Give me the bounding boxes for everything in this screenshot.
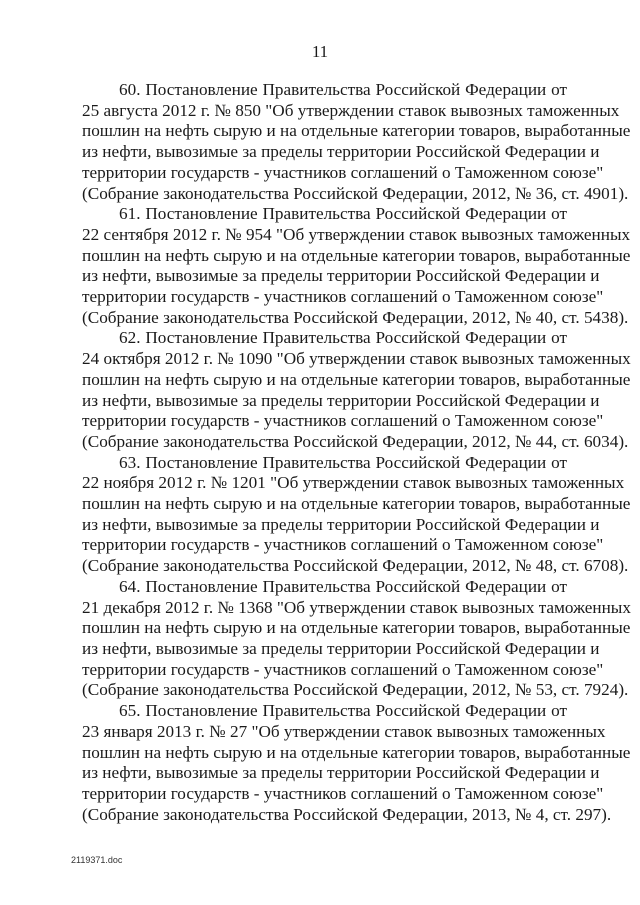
paragraph-line: территории государств - участников соглашений о Таможенном союзе" (82, 659, 604, 679)
paragraph-line: территории государств - участников соглашений о Таможенном союзе" (82, 162, 604, 182)
paragraph-line: из нефти, вывозимые за пределы территории Российской Федерации и (82, 638, 600, 658)
paragraph-line: 62. Постановление Правительства Российской Федерации от (119, 328, 567, 348)
paragraph-item-60 (82, 80, 631, 204)
document-file-id: 2119371.doc (71, 855, 123, 865)
paragraph-line: 60. Постановление Правительства Российской Федерации от (119, 80, 567, 99)
paragraph-line: (Собрание законодательства Российской Федерации, 2013, № 4, ст. 297). (82, 804, 612, 824)
paragraph-line: пошлин на нефть сырую и на отдельные категории товаров, выработанные (82, 245, 631, 265)
paragraph-line: 21 декабря 2012 г. № 1368 "Об утверждении ставок вывозных таможенных (82, 597, 631, 617)
page-number: 11 (311, 42, 329, 61)
paragraph-line: (Собрание законодательства Российской Федерации, 2012, № 44, ст. 6034). (82, 431, 629, 451)
paragraph-line: 64. Постановление Правительства Российской Федерации от (119, 576, 567, 596)
paragraph-line: (Собрание законодательства Российской Федерации, 2012, № 40, ст. 5438). (82, 307, 629, 327)
paragraph-line: территории государств - участников соглашений о Таможенном союзе" (82, 783, 604, 803)
paragraph-line: пошлин на нефть сырую и на отдельные категории товаров, выработанные (82, 618, 631, 638)
paragraph-line: 22 сентября 2012 г. № 954 "Об утверждении ставок вывозных таможенных (82, 224, 631, 244)
paragraph-line: из нефти, вывозимые за пределы территории Российской Федерации и (82, 514, 600, 534)
paragraph-line: 65. Постановление Правительства Российской Федерации от (119, 701, 567, 721)
paragraph-line: (Собрание законодательства Российской Федерации, 2012, № 53, ст. 7924). (82, 680, 629, 700)
paragraph-line: из нефти, вывозимые за пределы территории Российской Федерации и (82, 390, 600, 410)
paragraph-line: 25 августа 2012 г. № 850 "Об утверждении ставок вывозных таможенных (82, 100, 620, 120)
paragraph-line: пошлин на нефть сырую и на отдельные категории товаров, выработанные (82, 494, 631, 514)
paragraph-line: из нефти, вывозимые за пределы территории Российской Федерации и (82, 142, 600, 162)
paragraph-item-63 (82, 452, 631, 577)
paragraph-line: из нефти, вывозимые за пределы территории Российской Федерации и (82, 763, 600, 783)
paragraph-line: пошлин на нефть сырую и на отдельные категории товаров, выработанные (82, 742, 631, 762)
paragraph-line: пошлин на нефть сырую и на отдельные категории товаров, выработанные (82, 121, 631, 141)
paragraph-line: территории государств - участников соглашений о Таможенном союзе" (82, 535, 604, 555)
paragraph-line: 23 января 2013 г. № 27 "Об утверждении ставок вывозных таможенных (82, 721, 606, 741)
paragraph-line: (Собрание законодательства Российской Федерации, 2012, № 48, ст. 6708). (82, 556, 629, 576)
paragraph-line: 22 ноября 2012 г. № 1201 "Об утверждении ставок вывозных таможенных (82, 473, 625, 493)
paragraph-line: (Собрание законодательства Российской Федерации, 2012, № 36, ст. 4901). (82, 183, 629, 203)
paragraph-line: пошлин на нефть сырую и на отдельные категории товаров, выработанные (82, 369, 631, 389)
paragraph-line: из нефти, вывозимые за пределы территории Российской Федерации и (82, 266, 600, 286)
paragraph-item-62 (82, 328, 631, 452)
paragraph-line: 63. Постановление Правительства Российской Федерации от (119, 452, 567, 472)
paragraph-item-64 (82, 576, 631, 701)
paragraph-line: территории государств - участников соглашений о Таможенном союзе" (82, 411, 604, 431)
paragraph-line: 61. Постановление Правительства Российской Федерации от (119, 204, 567, 224)
paragraph-line: 24 октября 2012 г. № 1090 "Об утверждении ставок вывозных таможенных (82, 349, 631, 369)
paragraph-item-61 (82, 204, 631, 328)
paragraph-line: территории государств - участников соглашений о Таможенном союзе" (82, 287, 604, 307)
paragraph-item-65 (82, 701, 631, 825)
document-body (82, 80, 631, 825)
